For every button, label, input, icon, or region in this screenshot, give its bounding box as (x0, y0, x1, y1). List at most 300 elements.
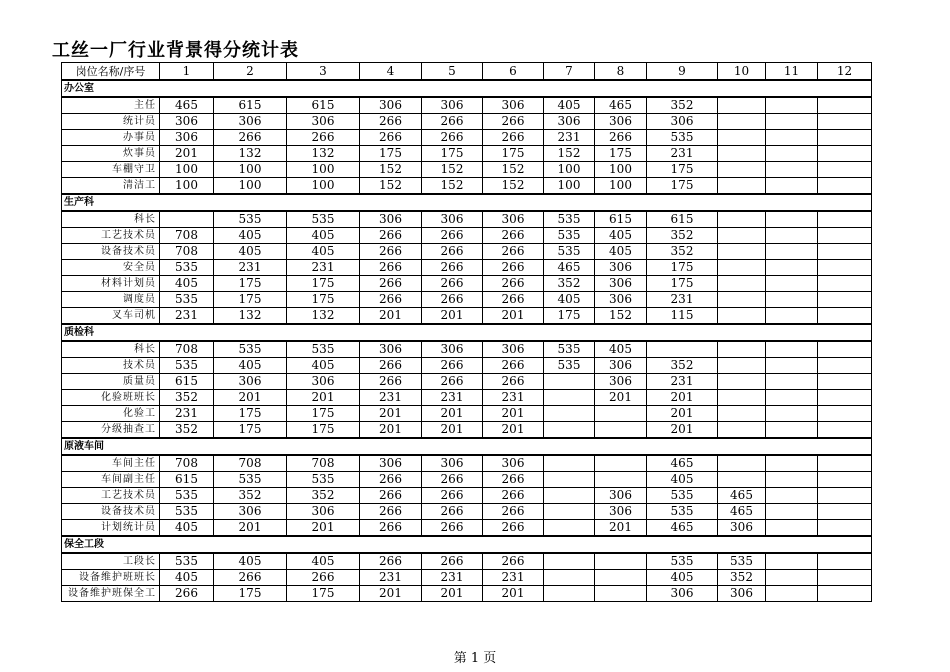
score-cell: 405 (287, 228, 360, 244)
score-cell: 231 (160, 406, 214, 422)
score-cell (595, 406, 647, 422)
score-cell: 100 (544, 178, 595, 195)
score-cell: 465 (718, 504, 766, 520)
score-cell (766, 97, 818, 114)
score-cell (818, 374, 872, 390)
score-cell: 306 (360, 211, 422, 228)
score-cell: 100 (214, 178, 287, 195)
table-row (62, 422, 872, 439)
score-cell: 175 (287, 406, 360, 422)
score-cell: 535 (287, 341, 360, 358)
score-cell: 201 (360, 586, 422, 602)
score-cell: 615 (160, 472, 214, 488)
position-name-cell: 工段长 (62, 553, 160, 570)
score-cell: 100 (595, 178, 647, 195)
position-name-cell: 技术员 (62, 358, 160, 374)
score-cell (160, 211, 214, 228)
score-cell: 266 (360, 260, 422, 276)
score-cell: 306 (647, 586, 718, 602)
table-row (62, 97, 872, 114)
score-cell (718, 374, 766, 390)
score-cell (818, 162, 872, 178)
score-cell: 306 (422, 455, 483, 472)
table-row (62, 130, 872, 146)
section-row (62, 80, 872, 97)
score-cell: 100 (214, 162, 287, 178)
score-cell: 266 (360, 472, 422, 488)
section-label: 保全工段 (62, 536, 872, 553)
header-col-cell: 1 (160, 63, 214, 81)
score-cell (718, 211, 766, 228)
score-cell: 266 (360, 276, 422, 292)
score-cell (766, 341, 818, 358)
score-cell: 615 (214, 97, 287, 114)
score-cell (718, 276, 766, 292)
score-cell (818, 520, 872, 537)
score-cell: 306 (360, 341, 422, 358)
table-row (62, 472, 872, 488)
score-cell: 306 (214, 504, 287, 520)
header-col-cell: 2 (214, 63, 287, 81)
position-name-cell: 车间主任 (62, 455, 160, 472)
score-cell: 201 (360, 422, 422, 439)
score-cell: 266 (422, 488, 483, 504)
table-row (62, 162, 872, 178)
score-cell (818, 358, 872, 374)
score-cell (766, 390, 818, 406)
score-cell (818, 406, 872, 422)
score-cell: 306 (422, 97, 483, 114)
score-cell: 405 (287, 244, 360, 260)
score-cell: 266 (483, 276, 544, 292)
position-name-cell: 车棚守卫 (62, 162, 160, 178)
header-col-cell: 4 (360, 63, 422, 81)
table-row (62, 211, 872, 228)
table-row (62, 244, 872, 260)
score-cell (766, 276, 818, 292)
score-cell (818, 570, 872, 586)
score-cell: 231 (483, 390, 544, 406)
score-cell (818, 455, 872, 472)
score-cell (595, 586, 647, 602)
header-col-cell: 8 (595, 63, 647, 81)
score-cell: 306 (595, 292, 647, 308)
score-cell: 266 (422, 520, 483, 537)
score-cell (766, 455, 818, 472)
score-cell (818, 228, 872, 244)
score-cell: 405 (214, 553, 287, 570)
score-cell: 405 (595, 341, 647, 358)
score-cell: 535 (718, 553, 766, 570)
score-cell (718, 130, 766, 146)
score-cell: 175 (360, 146, 422, 162)
score-cell (818, 114, 872, 130)
section-label: 生产科 (62, 194, 872, 211)
table-row (62, 228, 872, 244)
score-cell (818, 260, 872, 276)
score-cell: 266 (360, 374, 422, 390)
score-cell: 100 (160, 178, 214, 195)
score-cell: 306 (214, 114, 287, 130)
table-row (62, 504, 872, 520)
score-cell: 266 (483, 472, 544, 488)
score-cell: 266 (422, 292, 483, 308)
score-cell: 100 (595, 162, 647, 178)
section-label: 质检科 (62, 324, 872, 341)
table-row (62, 374, 872, 390)
score-cell: 306 (160, 114, 214, 130)
score-cell (718, 146, 766, 162)
score-cell: 201 (483, 586, 544, 602)
score-cell (766, 308, 818, 325)
score-cell: 465 (718, 488, 766, 504)
score-cell: 306 (595, 114, 647, 130)
score-cell: 266 (483, 114, 544, 130)
score-cell: 175 (647, 276, 718, 292)
score-cell: 266 (422, 472, 483, 488)
score-cell (544, 390, 595, 406)
sheet-title: 工丝一厂行业背景得分统计表 (52, 40, 299, 61)
score-cell: 231 (647, 374, 718, 390)
score-cell: 465 (160, 97, 214, 114)
score-cell (766, 211, 818, 228)
score-cell (766, 570, 818, 586)
score-cell: 306 (647, 114, 718, 130)
score-cell: 708 (160, 228, 214, 244)
score-cell (766, 260, 818, 276)
score-cell: 352 (647, 244, 718, 260)
score-cell: 201 (647, 422, 718, 439)
score-cell (595, 455, 647, 472)
score-cell: 465 (544, 260, 595, 276)
position-name-cell: 车间副主任 (62, 472, 160, 488)
score-cell: 535 (647, 130, 718, 146)
score-cell: 266 (483, 358, 544, 374)
score-cell: 535 (647, 504, 718, 520)
score-cell: 231 (647, 292, 718, 308)
score-cell: 405 (160, 276, 214, 292)
score-cell (818, 244, 872, 260)
score-cell (766, 374, 818, 390)
score-cell (818, 308, 872, 325)
score-cell (718, 406, 766, 422)
score-cell (544, 472, 595, 488)
score-cell (718, 422, 766, 439)
score-cell: 152 (483, 178, 544, 195)
score-cell: 352 (647, 228, 718, 244)
score-cell: 231 (647, 146, 718, 162)
score-cell (595, 422, 647, 439)
score-cell: 405 (595, 228, 647, 244)
score-cell: 201 (483, 422, 544, 439)
score-cell: 465 (647, 455, 718, 472)
score-cell: 266 (360, 292, 422, 308)
score-cell (818, 130, 872, 146)
header-col-cell: 10 (718, 63, 766, 81)
score-cell (818, 146, 872, 162)
score-cell: 535 (160, 358, 214, 374)
score-cell: 405 (160, 520, 214, 537)
score-cell: 266 (595, 130, 647, 146)
score-cell: 535 (160, 504, 214, 520)
score-cell: 535 (214, 211, 287, 228)
score-cell: 266 (287, 130, 360, 146)
position-name-cell: 调度员 (62, 292, 160, 308)
score-cell (818, 390, 872, 406)
score-cell: 201 (214, 520, 287, 537)
score-cell: 306 (718, 586, 766, 602)
table-row (62, 260, 872, 276)
score-cell: 615 (647, 211, 718, 228)
score-cell (766, 488, 818, 504)
page-footer: 第 1 页 (453, 651, 497, 666)
score-cell (718, 162, 766, 178)
table-row (62, 146, 872, 162)
header-col-cell: 5 (422, 63, 483, 81)
score-cell: 535 (287, 472, 360, 488)
score-cell: 100 (287, 162, 360, 178)
score-cell: 152 (595, 308, 647, 325)
score-cell: 201 (360, 406, 422, 422)
position-name-cell: 科长 (62, 341, 160, 358)
score-cell (647, 341, 718, 358)
score-cell: 231 (214, 260, 287, 276)
score-cell: 266 (360, 504, 422, 520)
score-cell: 152 (422, 178, 483, 195)
score-cell (766, 553, 818, 570)
score-cell: 306 (483, 211, 544, 228)
score-cell: 201 (287, 390, 360, 406)
score-cell: 266 (360, 553, 422, 570)
score-cell: 201 (287, 520, 360, 537)
score-cell (766, 244, 818, 260)
score-cell: 231 (422, 570, 483, 586)
score-cell (818, 553, 872, 570)
score-cell: 306 (595, 358, 647, 374)
score-cell: 535 (544, 228, 595, 244)
score-cell: 175 (214, 586, 287, 602)
score-cell: 266 (422, 553, 483, 570)
score-cell: 266 (422, 504, 483, 520)
score-cell (766, 422, 818, 439)
score-cell: 266 (360, 228, 422, 244)
score-cell: 266 (422, 374, 483, 390)
score-cell: 266 (483, 520, 544, 537)
score-cell: 306 (287, 374, 360, 390)
score-cell: 152 (483, 162, 544, 178)
score-cell: 708 (214, 455, 287, 472)
position-name-cell: 主任 (62, 97, 160, 114)
score-cell: 535 (214, 341, 287, 358)
score-cell: 152 (360, 162, 422, 178)
score-cell (818, 211, 872, 228)
score-cell: 201 (595, 390, 647, 406)
position-name-cell: 化验班班长 (62, 390, 160, 406)
score-cell: 535 (287, 211, 360, 228)
score-cell: 535 (160, 292, 214, 308)
score-cell: 175 (214, 422, 287, 439)
section-row (62, 438, 872, 455)
score-cell (718, 341, 766, 358)
score-cell: 201 (422, 308, 483, 325)
position-name-cell: 工艺技术员 (62, 228, 160, 244)
section-row (62, 536, 872, 553)
table-row (62, 520, 872, 537)
score-cell: 201 (647, 406, 718, 422)
score-cell: 175 (422, 146, 483, 162)
score-cell: 405 (647, 472, 718, 488)
header-col-cell: 3 (287, 63, 360, 81)
score-cell: 352 (647, 358, 718, 374)
table-row (62, 455, 872, 472)
table-row (62, 308, 872, 325)
score-cell (544, 406, 595, 422)
score-cell (818, 292, 872, 308)
score-cell: 201 (595, 520, 647, 537)
score-cell: 175 (647, 260, 718, 276)
score-cell: 405 (544, 292, 595, 308)
score-cell: 405 (647, 570, 718, 586)
section-label: 办公室 (62, 80, 872, 97)
score-cell: 266 (483, 260, 544, 276)
score-table (61, 62, 872, 602)
score-cell (718, 260, 766, 276)
score-cell: 201 (214, 390, 287, 406)
score-cell (544, 570, 595, 586)
score-cell: 266 (422, 130, 483, 146)
score-cell (818, 422, 872, 439)
score-cell (818, 504, 872, 520)
score-cell (766, 178, 818, 195)
score-cell: 405 (214, 228, 287, 244)
score-cell (544, 488, 595, 504)
score-cell: 405 (287, 358, 360, 374)
score-cell: 231 (160, 308, 214, 325)
score-cell (766, 130, 818, 146)
position-name-cell: 分级抽查工 (62, 422, 160, 439)
score-cell (766, 162, 818, 178)
score-cell: 405 (544, 97, 595, 114)
position-name-cell: 安全员 (62, 260, 160, 276)
score-cell (718, 292, 766, 308)
position-name-cell: 计划统计员 (62, 520, 160, 537)
score-cell: 175 (287, 422, 360, 439)
score-cell (766, 146, 818, 162)
score-cell: 306 (483, 97, 544, 114)
score-cell: 306 (287, 504, 360, 520)
score-cell: 231 (360, 570, 422, 586)
score-cell: 100 (544, 162, 595, 178)
score-cell: 306 (422, 341, 483, 358)
position-name-cell: 化验工 (62, 406, 160, 422)
score-cell: 266 (422, 276, 483, 292)
score-cell: 231 (422, 390, 483, 406)
table-row (62, 341, 872, 358)
header-col-cell: 6 (483, 63, 544, 81)
score-cell: 266 (214, 570, 287, 586)
score-cell: 266 (483, 374, 544, 390)
header-col-cell: 12 (818, 63, 872, 81)
score-cell: 266 (360, 358, 422, 374)
score-cell: 152 (422, 162, 483, 178)
score-cell (818, 586, 872, 602)
score-cell: 535 (214, 472, 287, 488)
score-cell (718, 178, 766, 195)
table-row (62, 586, 872, 602)
score-cell: 231 (287, 260, 360, 276)
score-cell: 405 (214, 244, 287, 260)
position-name-cell: 质量员 (62, 374, 160, 390)
position-name-cell: 清洁工 (62, 178, 160, 195)
header-row (62, 63, 872, 81)
score-cell: 201 (422, 586, 483, 602)
score-cell (544, 422, 595, 439)
score-cell: 266 (483, 488, 544, 504)
score-cell (766, 586, 818, 602)
score-cell: 535 (647, 488, 718, 504)
score-cell: 201 (160, 146, 214, 162)
score-cell: 175 (544, 308, 595, 325)
score-cell: 152 (360, 178, 422, 195)
position-name-cell: 炊事员 (62, 146, 160, 162)
score-cell: 352 (214, 488, 287, 504)
score-cell (595, 553, 647, 570)
score-cell: 405 (595, 244, 647, 260)
position-name-cell: 材料计划员 (62, 276, 160, 292)
score-cell: 132 (214, 308, 287, 325)
score-cell: 615 (287, 97, 360, 114)
position-name-cell: 统计员 (62, 114, 160, 130)
score-cell (718, 308, 766, 325)
score-cell: 266 (422, 244, 483, 260)
score-cell (718, 114, 766, 130)
score-cell: 266 (483, 228, 544, 244)
score-cell: 201 (422, 422, 483, 439)
score-cell: 405 (287, 553, 360, 570)
score-cell (544, 586, 595, 602)
score-cell: 352 (160, 422, 214, 439)
score-cell: 306 (287, 114, 360, 130)
position-name-cell: 叉车司机 (62, 308, 160, 325)
score-cell (718, 358, 766, 374)
score-cell (766, 114, 818, 130)
score-cell: 175 (483, 146, 544, 162)
score-cell (718, 455, 766, 472)
score-cell (766, 228, 818, 244)
score-cell: 535 (544, 244, 595, 260)
score-cell: 266 (483, 553, 544, 570)
section-row (62, 324, 872, 341)
score-cell: 266 (422, 228, 483, 244)
score-cell: 535 (544, 211, 595, 228)
table-row (62, 292, 872, 308)
table-row (62, 114, 872, 130)
score-cell: 306 (160, 130, 214, 146)
score-cell (766, 504, 818, 520)
score-cell: 175 (647, 162, 718, 178)
position-name-cell: 工艺技术员 (62, 488, 160, 504)
score-cell (595, 570, 647, 586)
score-cell (766, 472, 818, 488)
score-cell: 306 (483, 341, 544, 358)
score-cell: 266 (360, 520, 422, 537)
score-cell: 306 (544, 114, 595, 130)
score-cell (544, 520, 595, 537)
position-name-cell: 科长 (62, 211, 160, 228)
score-cell (718, 97, 766, 114)
score-cell: 100 (287, 178, 360, 195)
header-name-cell: 岗位名称/序号 (62, 63, 160, 81)
